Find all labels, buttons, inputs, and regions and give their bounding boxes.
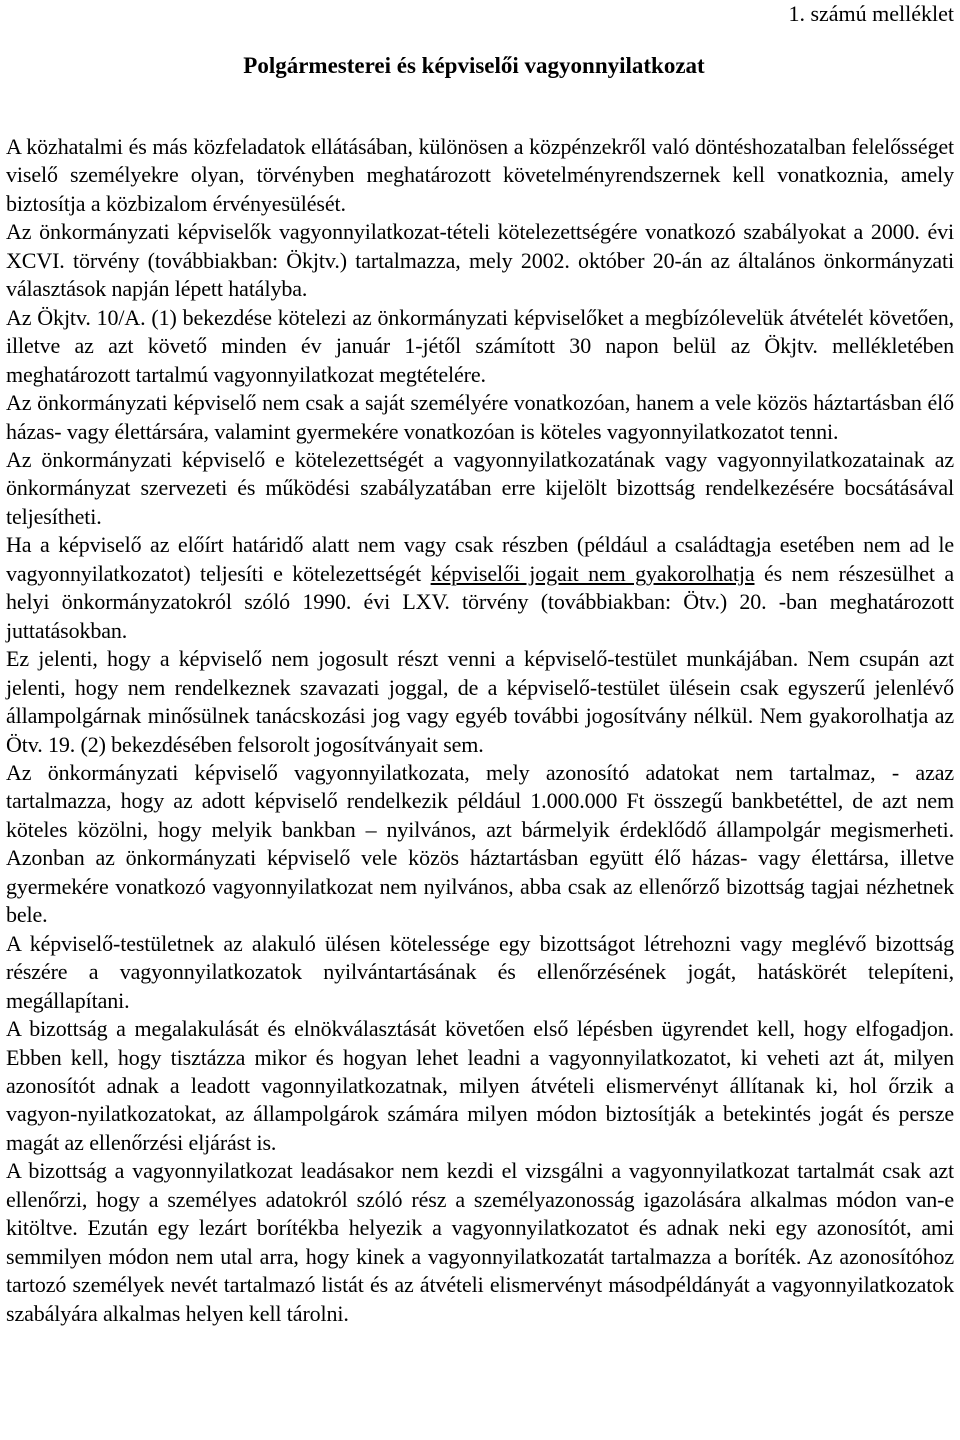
paragraph-10: A bizottság a megalakulását és elnökválasztását követően első lépésben ügyrendet kell, hogy elfogadjon. Ebben kell, hogy tisztázza mikor és hogyan lehet leadni a vagyonnyilatkozatot, ki veheti azt át, milyen azonosítót adnak a leadott vagonnyilatkozatnak, milyen átvételi elismervényt állítanak ki, hol őrzik a vagyon-nyilatkozatokat, az állampolgárok számára milyen módon biztosítják a betekintés jogát és persze magát az ellenőrzési eljárást is. [6, 1016, 954, 1155]
paragraph-7: Ez jelenti, hogy a képviselő nem jogosult részt venni a képviselő-testület munkájában. Nem csupán azt jelenti, hogy nem rendelkeznek szavazati joggal, de a képviselő-testület ülésein csak egyszerű jelenlévő állampolgárnak minősülnek tanácskozási jog vagy egyéb további jogosítvány nélkül. Nem gyakorolhatja az Ötv. 19. (2) bekezdésében felsorolt jogosítványait sem. [6, 646, 954, 757]
paragraph-1: A közhatalmi és más közfeladatok ellátásában, különösen a közpénzekről való döntéshozatalban felelősséget viselő személyekre olyan, törvényben meghatározott követelményrendszernek kell vonatkoznia, amely biztosítja a közbizalom érvényesülését. [6, 134, 954, 216]
paragraph-6-underlined: képviselői jogait nem gyakorolhatja [430, 560, 755, 586]
paragraph-5: Az önkormányzati képviselő e kötelezettségét a vagyonnyilatkozatának vagy vagyonnyilatkozatainak az önkormányzat szervezeti és működési szabályzatában erre kijelölt bizottság rendelkezésére bocsátásával teljesítheti. [6, 446, 954, 529]
paragraph-8: Az önkormányzati képviselő vagyonnyilatkozata, mely azonosító adatokat nem tartalmaz, - azaz tartalmazza, hogy az adott képviselő rendelkezik például 1.000.000 Ft összegű bankbetéttel, de azt nem köteles közölni, hogy melyik bankban – nyilvános, azt bármelyik érdeklődő állampolgár megismerheti. Azonban az önkormányzati képviselő vele közös háztartásban együtt élő házas- vagy élettársa, illetve gyermekére vonatkozó vagyonnyilatkozat nem nyilvános, abba csak az ellenőrző bizottság tagjai nézhetnek bele. [6, 759, 954, 928]
paragraph-6-before: Ha a képviselő az előírt határidő alatt nem vagy csak részben (például a családtagja esetében nem ad le vagyonnyilatkozatot) teljesíti e kötelezettségét [6, 532, 954, 586]
annex-label: 1. számú melléklet [788, 1, 954, 26]
paragraph-4: Az önkormányzati képviselő nem csak a saját személyére vonatkozóan, hanem a vele közös háztartásban élő házas- vagy élettársára, valamint gyermekére vonatkozóan is köteles vagyonnyilatkozatot tenni. [6, 390, 954, 444]
paragraph-3: Az Ökjtv. 10/A. (1) bekezdése kötelezi az önkormányzati képviselőket a megbízólevelük átvételét követően, illetve az azt követő minden év január 1-jétől számított 30 napon belül az Ökjtv. mellékletében meghatározott tartalmú vagyonnyilatkozat megtételére. [6, 304, 954, 387]
paragraph-6 [6, 531, 954, 645]
paragraph-11: A bizottság a vagyonnyilatkozat leadásakor nem kezdi el vizsgálni a vagyonnyilatkozat tartalmát csak azt ellenőrzi, hogy a személyes adatokról szóló rész a személyazonosság igazolására alkalmas módon van-e kitöltve. Ezután egy lezárt borítékba helyezik a vagyonnyilatkozatot és adnak neki egy azonosítót, ami semmilyen módon nem utal arra, hogy kinek a vagyonnyilatkozatát tartalmazza a boríték. Az azonosítóhoz tartozó személyek nevét tartalmazó listát és az átvételi elismervényt másodpéldányát a vagyonnyilatkozatok szabályára alkalmas helyen kell tárolni. [6, 1158, 954, 1326]
paragraph-9: A képviselő-testületnek az alakuló ülésen kötelessége egy bizottságot létrehozni vagy meglévő bizottság részére a vagyonnyilatkozatok nyilvántartásának és ellenőrzésének jogát, hatáskörét telepíteni, megállapítani. [6, 930, 954, 1013]
paragraph-2: Az önkormányzati képviselők vagyonnyilatkozat-tételi kötelezettségére vonatkozó szabályokat a 2000. évi XCVI. törvény (továbbiakban: Ökjtv.) tartalmazza, mely 2002. október 20-án az általános önkormányzati választások napján lépett hatályba. [6, 219, 954, 302]
document-title: Polgármesterei és képviselői vagyonnyilatkozat [243, 53, 705, 78]
paragraph-6-after: és nem részesülhet a helyi önkormányzatokról szóló 1990. évi LXV. törvény (továbbiakban: Ötv.) 20. -ban meghatározott juttatásokban. [6, 560, 954, 643]
document-body [6, 133, 954, 1328]
